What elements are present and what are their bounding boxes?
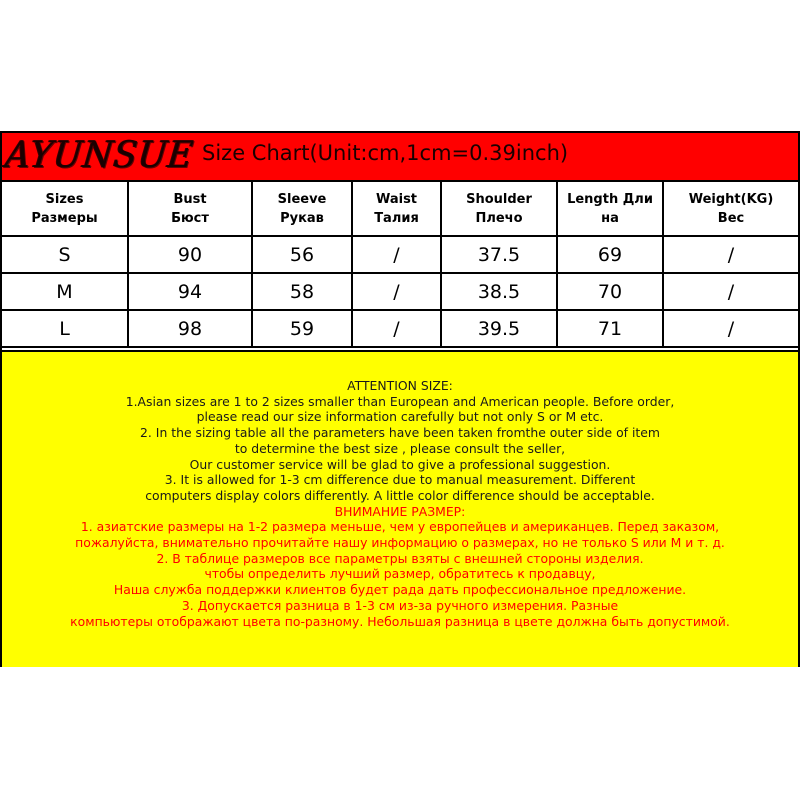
note-line-ru: компьютеры отображают цвета по-разному. Небольшая разница в цвете должна быть допустимой. [70,613,730,629]
note-line-ru: пожалуйста, внимательно прочитайте нашу информацию о размерах, но не только S или M и т. д. [75,535,725,551]
note-line-ru: 3. Допускается разница в 1-3 см из-за ручного измерения. Разные [181,597,619,613]
note-line-en: ATTENTION SIZE: [347,378,453,393]
size-notes [2,350,798,667]
bust-cell: 98 [128,310,252,347]
shoulder-cell: 39.5 [441,310,557,347]
bust-cell: 90 [128,236,252,273]
size-cell: M [2,273,128,310]
table-row [2,236,798,273]
table-row [2,310,798,347]
length-cell: 71 [557,310,663,347]
brand-logo: AYUNSUE [3,133,197,177]
note-line-ru: чтобы определить лучший размер, обратитесь к продавцу, [204,566,596,582]
note-line-en: 3. It is allowed for 1-3 cm difference due to manual measurement. Different [164,472,636,488]
size-table [2,182,798,348]
size-chart [0,131,800,667]
column-header-shoulder: Shoulder Плечо [441,182,557,236]
note-line-en: Our customer service will be glad to give a professional suggestion. [189,456,611,472]
note-line-ru: 2. В таблице размеров все параметры взяты с внешней стороны изделия. [156,550,644,566]
note-line-ru: 1. азиатские размеры на 1-2 размера меньше, чем у европейцев и американцев. Перед заказом, [80,519,720,535]
length-cell: 70 [557,273,663,310]
note-line-en: 2. In the sizing table all the parameters have been taken fromthe outer side of item [140,425,660,441]
note-line-ru: ВНИМАНИЕ РАЗМЕР: [334,503,466,519]
note-line-en: please read our size information carefully but not only S or M etc. [196,409,604,425]
note-line-ru: Наша служба поддержки клиентов будет рада дать профессиональное предложение. [113,582,687,598]
sleeve-cell: 59 [252,310,352,347]
waist-cell: / [352,236,441,273]
chart-title: Size Chart(Unit:cm,1cm=0.39inch) [202,141,569,165]
length-cell: 69 [557,236,663,273]
column-header-waist: Waist Талия [352,182,441,236]
table-row [2,273,798,310]
sleeve-cell: 58 [252,273,352,310]
chart-header [2,133,798,182]
weight-cell: / [663,310,798,347]
shoulder-cell: 37.5 [441,236,557,273]
column-header-sleeve: Sleeve Рукав [252,182,352,236]
table-header-row [2,182,798,236]
size-cell: S [2,236,128,273]
column-header-sizes: Sizes Размеры [2,182,128,236]
sleeve-cell: 56 [252,236,352,273]
weight-cell: / [663,273,798,310]
column-header-length: Length Дли на [557,182,663,236]
column-header-weight: Weight(KG) Вес [663,182,798,236]
waist-cell: / [352,273,441,310]
note-line-en: to determine the best size , please consult the seller, [234,440,566,456]
size-cell: L [2,310,128,347]
note-line-en: computers display colors differently. A little color difference should be acceptable. [145,487,655,503]
waist-cell: / [352,310,441,347]
shoulder-cell: 38.5 [441,273,557,310]
note-line-en: 1.Asian sizes are 1 to 2 sizes smaller than European and American people. Before order, [125,393,675,409]
weight-cell: / [663,236,798,273]
column-header-bust: Bust Бюст [128,182,252,236]
bust-cell: 94 [128,273,252,310]
